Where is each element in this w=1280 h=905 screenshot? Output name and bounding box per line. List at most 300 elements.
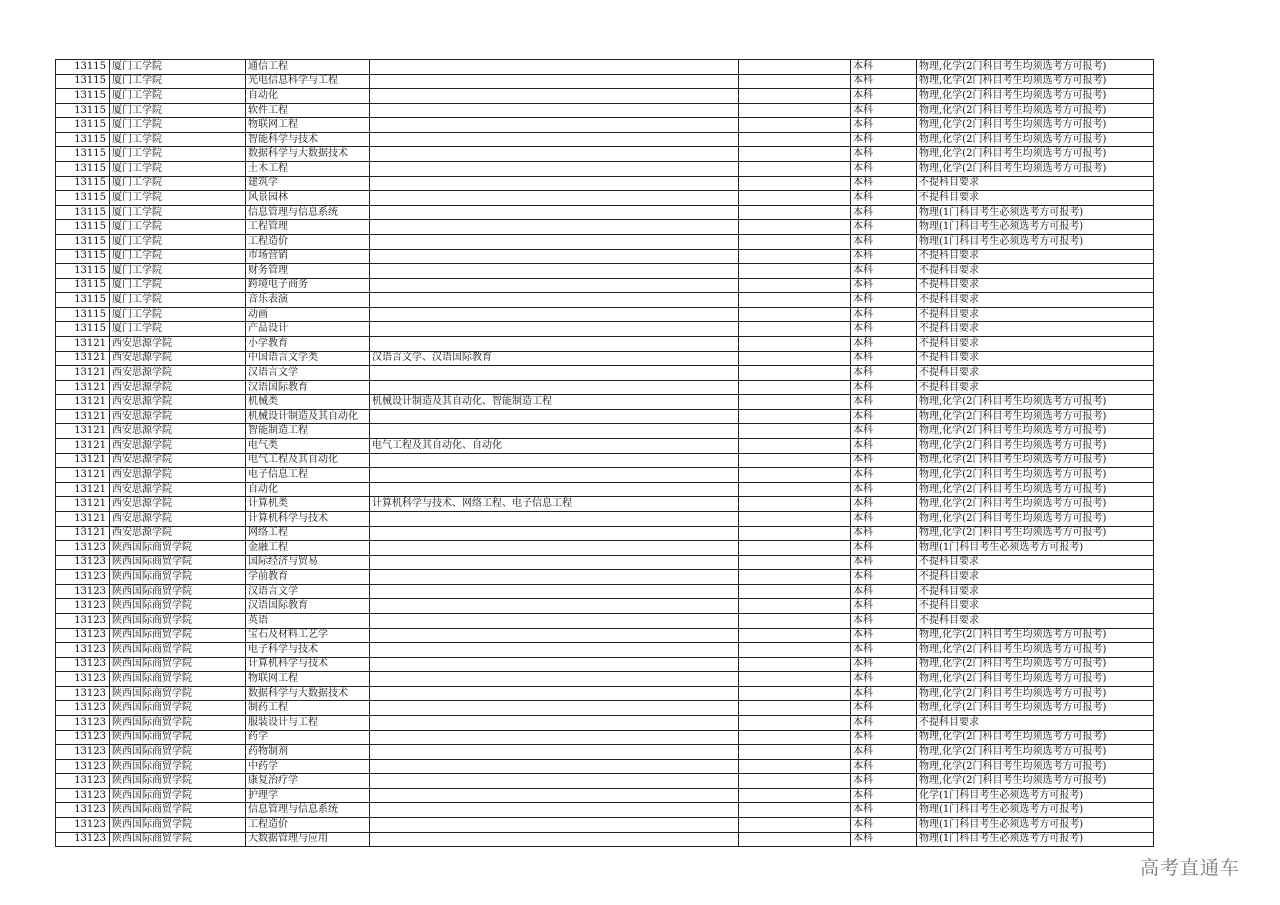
- blank-column-cell: [739, 482, 851, 497]
- included-majors-cell: 汉语言文学、汉语国际教育: [370, 351, 739, 366]
- table-row: [56, 541, 1154, 556]
- level-cell: 本科: [851, 716, 917, 731]
- major-name-cell: 学前教育: [246, 570, 370, 585]
- blank-column-cell: [739, 745, 851, 760]
- included-majors-cell: [370, 336, 739, 351]
- level-cell: 本科: [851, 249, 917, 264]
- school-code-cell: 13121: [56, 439, 110, 454]
- major-name-cell: 药物制剂: [246, 745, 370, 760]
- included-majors-cell: [370, 60, 739, 75]
- level-cell: 本科: [851, 657, 917, 672]
- subject-requirement-cell: 物理(1门科目考生必须选考方可报考): [917, 234, 1154, 249]
- blank-column-cell: [739, 599, 851, 614]
- table-row: [56, 293, 1154, 308]
- school-code-cell: 13121: [56, 482, 110, 497]
- school-code-cell: 13121: [56, 424, 110, 439]
- table-row: [56, 366, 1154, 381]
- school-name-cell: 厦门工学院: [110, 278, 246, 293]
- school-name-cell: 西安思源学院: [110, 526, 246, 541]
- blank-column-cell: [739, 511, 851, 526]
- school-name-cell: 陕西国际商贸学院: [110, 541, 246, 556]
- included-majors-cell: [370, 657, 739, 672]
- school-name-cell: 厦门工学院: [110, 234, 246, 249]
- school-name-cell: 厦门工学院: [110, 162, 246, 177]
- level-cell: 本科: [851, 759, 917, 774]
- subject-requirement-cell: 物理,化学(2门科目考生均须选考方可报考): [917, 774, 1154, 789]
- watermark-logo: 高考直通车: [1140, 857, 1241, 879]
- included-majors-cell: [370, 220, 739, 235]
- level-cell: 本科: [851, 191, 917, 206]
- school-code-cell: 13123: [56, 745, 110, 760]
- blank-column-cell: [739, 103, 851, 118]
- school-name-cell: 陕西国际商贸学院: [110, 818, 246, 833]
- subject-requirement-cell: 不提科目要求: [917, 380, 1154, 395]
- table-row: [56, 730, 1154, 745]
- level-cell: 本科: [851, 701, 917, 716]
- table-row: [56, 118, 1154, 133]
- blank-column-cell: [739, 293, 851, 308]
- subject-requirement-cell: 不提科目要求: [917, 366, 1154, 381]
- blank-column-cell: [739, 249, 851, 264]
- school-name-cell: 陕西国际商贸学院: [110, 788, 246, 803]
- blank-column-cell: [739, 147, 851, 162]
- school-code-cell: 13121: [56, 395, 110, 410]
- school-name-cell: 西安思源学院: [110, 366, 246, 381]
- school-code-cell: 13123: [56, 759, 110, 774]
- table-row: [56, 336, 1154, 351]
- level-cell: 本科: [851, 570, 917, 585]
- school-name-cell: 西安思源学院: [110, 439, 246, 454]
- level-cell: 本科: [851, 584, 917, 599]
- included-majors-cell: [370, 599, 739, 614]
- subject-requirement-cell: 物理,化学(2门科目考生均须选考方可报考): [917, 657, 1154, 672]
- school-code-cell: 13121: [56, 351, 110, 366]
- blank-column-cell: [739, 132, 851, 147]
- school-code-cell: 13123: [56, 657, 110, 672]
- table-row: [56, 774, 1154, 789]
- level-cell: 本科: [851, 278, 917, 293]
- school-name-cell: 陕西国际商贸学院: [110, 759, 246, 774]
- subject-requirement-cell: 物理,化学(2门科目考生均须选考方可报考): [917, 60, 1154, 75]
- subject-requirement-cell: 物理,化学(2门科目考生均须选考方可报考): [917, 132, 1154, 147]
- blank-column-cell: [739, 322, 851, 337]
- level-cell: 本科: [851, 60, 917, 75]
- table-row: [56, 89, 1154, 104]
- subject-requirement-cell: 物理,化学(2门科目考生均须选考方可报考): [917, 511, 1154, 526]
- included-majors-cell: [370, 132, 739, 147]
- included-majors-cell: [370, 147, 739, 162]
- school-name-cell: 厦门工学院: [110, 264, 246, 279]
- blank-column-cell: [739, 468, 851, 483]
- school-code-cell: 13123: [56, 788, 110, 803]
- table-row: [56, 176, 1154, 191]
- major-name-cell: 物联网工程: [246, 672, 370, 687]
- major-name-cell: 土木工程: [246, 162, 370, 177]
- subject-requirement-cell: 物理,化学(2门科目考生均须选考方可报考): [917, 118, 1154, 133]
- level-cell: 本科: [851, 497, 917, 512]
- school-name-cell: 陕西国际商贸学院: [110, 701, 246, 716]
- blank-column-cell: [739, 118, 851, 133]
- subject-requirement-cell: 物理,化学(2门科目考生均须选考方可报考): [917, 672, 1154, 687]
- table-row: [56, 657, 1154, 672]
- school-code-cell: 13121: [56, 453, 110, 468]
- blank-column-cell: [739, 278, 851, 293]
- table-row: [56, 716, 1154, 731]
- included-majors-cell: [370, 584, 739, 599]
- school-name-cell: 厦门工学院: [110, 176, 246, 191]
- blank-column-cell: [739, 686, 851, 701]
- level-cell: 本科: [851, 453, 917, 468]
- table-row: [56, 832, 1154, 847]
- level-cell: 本科: [851, 482, 917, 497]
- table-row: [56, 191, 1154, 206]
- subject-requirement-cell: 物理,化学(2门科目考生均须选考方可报考): [917, 89, 1154, 104]
- level-cell: 本科: [851, 322, 917, 337]
- school-name-cell: 西安思源学院: [110, 482, 246, 497]
- level-cell: 本科: [851, 628, 917, 643]
- included-majors-cell: [370, 643, 739, 658]
- major-name-cell: 工程造价: [246, 234, 370, 249]
- major-name-cell: 电子科学与技术: [246, 643, 370, 658]
- level-cell: 本科: [851, 380, 917, 395]
- blank-column-cell: [739, 730, 851, 745]
- major-name-cell: 电子信息工程: [246, 468, 370, 483]
- blank-column-cell: [739, 584, 851, 599]
- included-majors-cell: 机械设计制造及其自动化、智能制造工程: [370, 395, 739, 410]
- table-row: [56, 701, 1154, 716]
- school-name-cell: 陕西国际商贸学院: [110, 745, 246, 760]
- included-majors-cell: [370, 468, 739, 483]
- included-majors-cell: [370, 730, 739, 745]
- school-name-cell: 陕西国际商贸学院: [110, 657, 246, 672]
- blank-column-cell: [739, 570, 851, 585]
- subject-requirement-cell: 不提科目要求: [917, 293, 1154, 308]
- major-name-cell: 小学教育: [246, 336, 370, 351]
- blank-column-cell: [739, 453, 851, 468]
- school-name-cell: 厦门工学院: [110, 132, 246, 147]
- table-row: [56, 482, 1154, 497]
- blank-column-cell: [739, 380, 851, 395]
- included-majors-cell: 电气工程及其自动化、自动化: [370, 439, 739, 454]
- blank-column-cell: [739, 234, 851, 249]
- school-name-cell: 厦门工学院: [110, 60, 246, 75]
- level-cell: 本科: [851, 234, 917, 249]
- level-cell: 本科: [851, 74, 917, 89]
- school-code-cell: 13123: [56, 686, 110, 701]
- school-code-cell: 13123: [56, 672, 110, 687]
- level-cell: 本科: [851, 832, 917, 847]
- school-code-cell: 13115: [56, 205, 110, 220]
- level-cell: 本科: [851, 818, 917, 833]
- school-code-cell: 13121: [56, 497, 110, 512]
- school-name-cell: 陕西国际商贸学院: [110, 628, 246, 643]
- school-code-cell: 13123: [56, 701, 110, 716]
- blank-column-cell: [739, 60, 851, 75]
- level-cell: 本科: [851, 118, 917, 133]
- subject-requirement-cell: 物理(1门科目考生必须选考方可报考): [917, 803, 1154, 818]
- subject-requirement-cell: 物理,化学(2门科目考生均须选考方可报考): [917, 482, 1154, 497]
- school-name-cell: 西安思源学院: [110, 351, 246, 366]
- school-name-cell: 陕西国际商贸学院: [110, 570, 246, 585]
- major-name-cell: 计算机科学与技术: [246, 657, 370, 672]
- school-code-cell: 13123: [56, 818, 110, 833]
- subject-requirement-cell: 不提科目要求: [917, 191, 1154, 206]
- table-row: [56, 380, 1154, 395]
- major-name-cell: 信息管理与信息系统: [246, 205, 370, 220]
- subject-requirement-cell: 不提科目要求: [917, 351, 1154, 366]
- included-majors-cell: [370, 803, 739, 818]
- school-code-cell: 13123: [56, 541, 110, 556]
- school-code-cell: 13121: [56, 336, 110, 351]
- subject-requirement-cell: 不提科目要求: [917, 278, 1154, 293]
- table-row: [56, 147, 1154, 162]
- school-code-cell: 13115: [56, 191, 110, 206]
- school-name-cell: 厦门工学院: [110, 307, 246, 322]
- included-majors-cell: [370, 453, 739, 468]
- level-cell: 本科: [851, 526, 917, 541]
- blank-column-cell: [739, 89, 851, 104]
- level-cell: 本科: [851, 439, 917, 454]
- major-name-cell: 市场营销: [246, 249, 370, 264]
- subject-requirement-cell: 物理(1门科目考生必须选考方可报考): [917, 832, 1154, 847]
- major-name-cell: 音乐表演: [246, 293, 370, 308]
- subject-requirement-cell: 不提科目要求: [917, 555, 1154, 570]
- blank-column-cell: [739, 657, 851, 672]
- included-majors-cell: [370, 716, 739, 731]
- subject-requirement-cell: 物理,化学(2门科目考生均须选考方可报考): [917, 643, 1154, 658]
- major-name-cell: 药学: [246, 730, 370, 745]
- school-code-cell: 13123: [56, 613, 110, 628]
- school-code-cell: 13123: [56, 555, 110, 570]
- included-majors-cell: [370, 162, 739, 177]
- level-cell: 本科: [851, 774, 917, 789]
- included-majors-cell: [370, 628, 739, 643]
- table-row: [56, 351, 1154, 366]
- school-code-cell: 13121: [56, 409, 110, 424]
- major-name-cell: 宝石及材料工艺学: [246, 628, 370, 643]
- blank-column-cell: [739, 555, 851, 570]
- level-cell: 本科: [851, 220, 917, 235]
- table-row: [56, 205, 1154, 220]
- school-name-cell: 陕西国际商贸学院: [110, 672, 246, 687]
- school-name-cell: 陕西国际商贸学院: [110, 613, 246, 628]
- school-name-cell: 陕西国际商贸学院: [110, 643, 246, 658]
- major-name-cell: 计算机类: [246, 497, 370, 512]
- blank-column-cell: [739, 613, 851, 628]
- school-code-cell: 13115: [56, 322, 110, 337]
- school-name-cell: 西安思源学院: [110, 453, 246, 468]
- major-name-cell: 康复治疗学: [246, 774, 370, 789]
- included-majors-cell: [370, 191, 739, 206]
- major-name-cell: 服装设计与工程: [246, 716, 370, 731]
- school-name-cell: 陕西国际商贸学院: [110, 716, 246, 731]
- school-code-cell: 13115: [56, 147, 110, 162]
- blank-column-cell: [739, 672, 851, 687]
- included-majors-cell: [370, 118, 739, 133]
- major-name-cell: 自动化: [246, 482, 370, 497]
- school-name-cell: 陕西国际商贸学院: [110, 803, 246, 818]
- school-code-cell: 13123: [56, 774, 110, 789]
- included-majors-cell: [370, 832, 739, 847]
- included-majors-cell: [370, 482, 739, 497]
- level-cell: 本科: [851, 686, 917, 701]
- major-name-cell: 大数据管理与应用: [246, 832, 370, 847]
- school-name-cell: 厦门工学院: [110, 322, 246, 337]
- school-code-cell: 13115: [56, 176, 110, 191]
- subject-requirement-cell: 物理,化学(2门科目考生均须选考方可报考): [917, 74, 1154, 89]
- major-name-cell: 自动化: [246, 89, 370, 104]
- included-majors-cell: [370, 818, 739, 833]
- table-row: [56, 818, 1154, 833]
- table-row: [56, 409, 1154, 424]
- included-majors-cell: [370, 672, 739, 687]
- major-name-cell: 智能制造工程: [246, 424, 370, 439]
- major-name-cell: 通信工程: [246, 60, 370, 75]
- school-name-cell: 厦门工学院: [110, 205, 246, 220]
- school-code-cell: 13121: [56, 526, 110, 541]
- school-code-cell: 13115: [56, 60, 110, 75]
- major-name-cell: 中国语言文学类: [246, 351, 370, 366]
- included-majors-cell: [370, 774, 739, 789]
- table-row: [56, 322, 1154, 337]
- included-majors-cell: [370, 89, 739, 104]
- included-majors-cell: [370, 686, 739, 701]
- included-majors-cell: [370, 570, 739, 585]
- table-row: [56, 249, 1154, 264]
- level-cell: 本科: [851, 613, 917, 628]
- level-cell: 本科: [851, 307, 917, 322]
- school-code-cell: 13115: [56, 293, 110, 308]
- level-cell: 本科: [851, 730, 917, 745]
- level-cell: 本科: [851, 395, 917, 410]
- school-code-cell: 13115: [56, 278, 110, 293]
- included-majors-cell: [370, 788, 739, 803]
- included-majors-cell: [370, 409, 739, 424]
- school-code-cell: 13115: [56, 132, 110, 147]
- school-code-cell: 13121: [56, 380, 110, 395]
- major-name-cell: 产品设计: [246, 322, 370, 337]
- subject-requirement-cell: 不提科目要求: [917, 176, 1154, 191]
- major-name-cell: 国际经济与贸易: [246, 555, 370, 570]
- school-name-cell: 陕西国际商贸学院: [110, 686, 246, 701]
- subject-requirement-cell: 不提科目要求: [917, 264, 1154, 279]
- school-code-cell: 13121: [56, 511, 110, 526]
- school-name-cell: 厦门工学院: [110, 293, 246, 308]
- blank-column-cell: [739, 307, 851, 322]
- school-code-cell: 13115: [56, 74, 110, 89]
- major-name-cell: 光电信息科学与工程: [246, 74, 370, 89]
- subject-requirement-cell: 化学(1门科目考生必须选考方可报考): [917, 788, 1154, 803]
- table-body: [56, 60, 1154, 847]
- major-name-cell: 汉语国际教育: [246, 599, 370, 614]
- subject-requirement-cell: 物理,化学(2门科目考生均须选考方可报考): [917, 162, 1154, 177]
- major-name-cell: 数据科学与大数据技术: [246, 147, 370, 162]
- blank-column-cell: [739, 409, 851, 424]
- table-row: [56, 526, 1154, 541]
- table-row: [56, 497, 1154, 512]
- school-name-cell: 西安思源学院: [110, 409, 246, 424]
- school-name-cell: 陕西国际商贸学院: [110, 555, 246, 570]
- school-code-cell: 13123: [56, 803, 110, 818]
- table-row: [56, 103, 1154, 118]
- included-majors-cell: [370, 541, 739, 556]
- major-name-cell: 汉语言文学: [246, 584, 370, 599]
- subject-requirement-cell: 物理,化学(2门科目考生均须选考方可报考): [917, 468, 1154, 483]
- level-cell: 本科: [851, 293, 917, 308]
- table-row: [56, 613, 1154, 628]
- major-name-cell: 建筑学: [246, 176, 370, 191]
- level-cell: 本科: [851, 511, 917, 526]
- major-name-cell: 电气工程及其自动化: [246, 453, 370, 468]
- level-cell: 本科: [851, 176, 917, 191]
- subject-requirement-cell: 物理,化学(2门科目考生均须选考方可报考): [917, 526, 1154, 541]
- subject-requirement-cell: 物理(1门科目考生必须选考方可报考): [917, 541, 1154, 556]
- major-name-cell: 护理学: [246, 788, 370, 803]
- blank-column-cell: [739, 497, 851, 512]
- major-name-cell: 机械类: [246, 395, 370, 410]
- level-cell: 本科: [851, 541, 917, 556]
- blank-column-cell: [739, 628, 851, 643]
- major-name-cell: 信息管理与信息系统: [246, 803, 370, 818]
- subject-requirement-cell: 物理,化学(2门科目考生均须选考方可报考): [917, 759, 1154, 774]
- blank-column-cell: [739, 832, 851, 847]
- included-majors-cell: [370, 759, 739, 774]
- table-row: [56, 453, 1154, 468]
- subject-requirement-cell: 物理,化学(2门科目考生均须选考方可报考): [917, 453, 1154, 468]
- table-row: [56, 424, 1154, 439]
- school-name-cell: 厦门工学院: [110, 89, 246, 104]
- school-code-cell: 13115: [56, 118, 110, 133]
- subject-requirement-cell: 物理(1门科目考生必须选考方可报考): [917, 205, 1154, 220]
- subject-requirement-cell: 物理(1门科目考生必须选考方可报考): [917, 220, 1154, 235]
- level-cell: 本科: [851, 468, 917, 483]
- blank-column-cell: [739, 788, 851, 803]
- school-name-cell: 西安思源学院: [110, 468, 246, 483]
- subject-requirement-cell: 不提科目要求: [917, 570, 1154, 585]
- included-majors-cell: [370, 526, 739, 541]
- included-majors-cell: [370, 249, 739, 264]
- included-majors-cell: 计算机科学与技术、网络工程、电子信息工程: [370, 497, 739, 512]
- blank-column-cell: [739, 716, 851, 731]
- included-majors-cell: [370, 555, 739, 570]
- school-code-cell: 13123: [56, 599, 110, 614]
- table-row: [56, 555, 1154, 570]
- table-row: [56, 745, 1154, 760]
- table-row: [56, 220, 1154, 235]
- subject-requirement-cell: 不提科目要求: [917, 307, 1154, 322]
- included-majors-cell: [370, 307, 739, 322]
- major-name-cell: 风景园林: [246, 191, 370, 206]
- school-name-cell: 陕西国际商贸学院: [110, 832, 246, 847]
- level-cell: 本科: [851, 89, 917, 104]
- level-cell: 本科: [851, 366, 917, 381]
- blank-column-cell: [739, 162, 851, 177]
- spreadsheet: [55, 59, 1153, 847]
- included-majors-cell: [370, 293, 739, 308]
- school-name-cell: 西安思源学院: [110, 424, 246, 439]
- level-cell: 本科: [851, 788, 917, 803]
- level-cell: 本科: [851, 336, 917, 351]
- school-name-cell: 西安思源学院: [110, 395, 246, 410]
- subject-requirement-cell: 物理,化学(2门科目考生均须选考方可报考): [917, 686, 1154, 701]
- table-row: [56, 511, 1154, 526]
- table-row: [56, 162, 1154, 177]
- major-name-cell: 数据科学与大数据技术: [246, 686, 370, 701]
- subject-requirement-cell: 物理,化学(2门科目考生均须选考方可报考): [917, 497, 1154, 512]
- blank-column-cell: [739, 191, 851, 206]
- table-row: [56, 584, 1154, 599]
- school-code-cell: 13121: [56, 366, 110, 381]
